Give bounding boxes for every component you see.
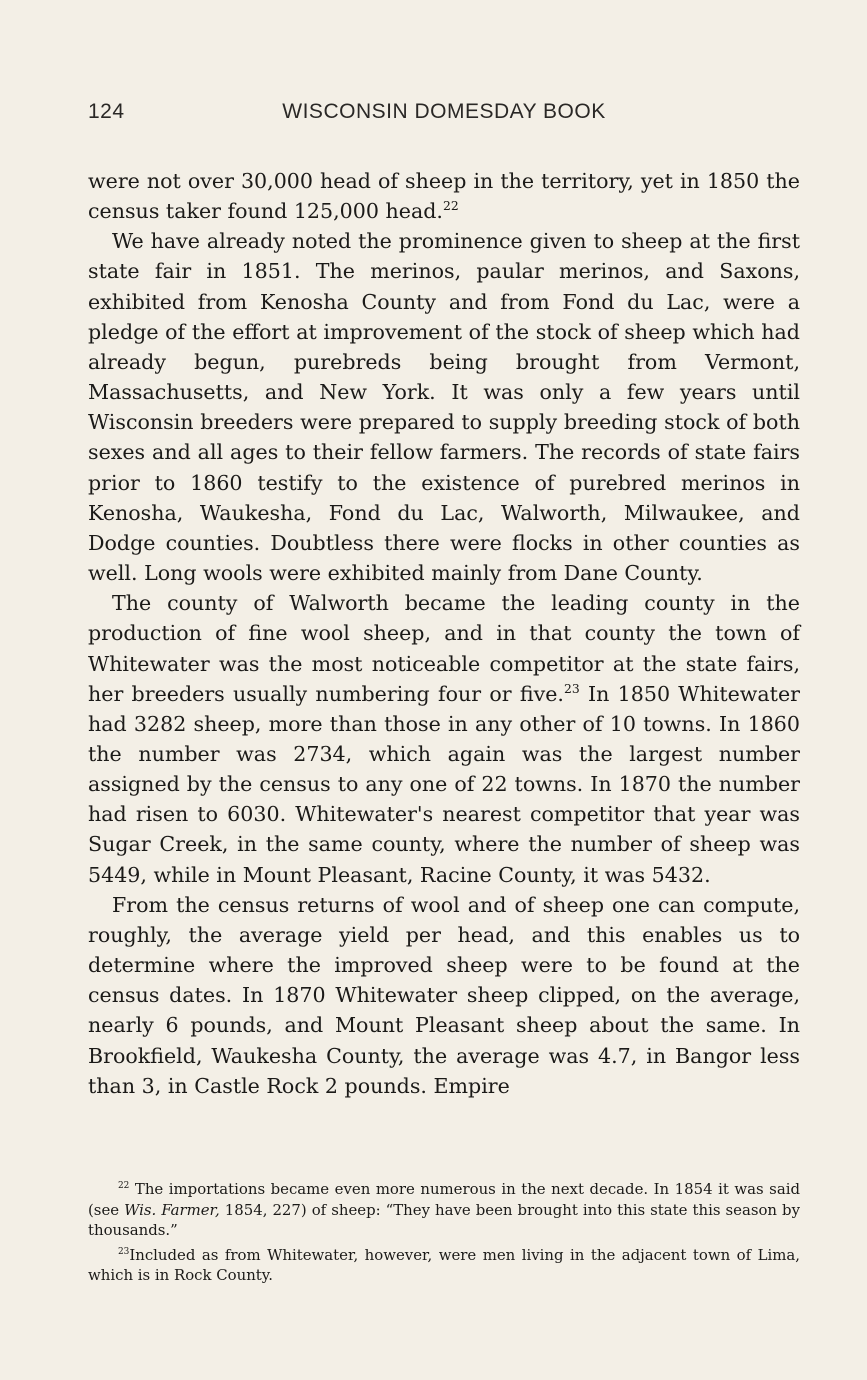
page-header [88, 100, 800, 134]
paragraph-4: From the census returns of wool and of sheep one can compute, roughly, the average yield per head, and this enables us to determine where the improved sheep were to be found at the census dates. In 1870 Whitewater sheep clipped, on the average, nearly 6 pounds, and Mount Pleasant sheep about the same. In Brookfield, Waukesha County, the average was 4.7, in Bangor less than 3, in Castle Rock 2 pounds. Empire [88, 892, 800, 1098]
paragraph-2: We have already noted the prominence given to sheep at the first state fair in 1851. The merinos, paular merinos, and Saxons, exhibited from Kenosha County and from Fond du Lac, were a pledge of the effort at improvement of the stock of sheep which had already begun, purebreds being brought from Vermont, Massachusetts, and New York. It was only a few years until Wisconsin breeders were prepared to supply breeding stock of both sexes and all ages to their fellow farmers. The records of state fairs prior to 1860 testify to the existence of purebred merinos in Kenosha, Waukesha, Fond du Lac, Walworth, Milwaukee, and Dodge counties. Doubtless there were flocks in other counties as well. Long wools were exhibited mainly from Dane County. [88, 229, 800, 586]
footnote-source: Wis. Farmer, [124, 1200, 220, 1219]
paragraph-text: were not over 30,000 head of sheep in the territory, yet in 1850 the census taker found 125,000 head. [88, 169, 800, 224]
paragraph-text: In 1850 Whitewater had 3282 sheep, more than those in any other of 10 towns. In 1860 the number was 2734, which again was the largest number assigned by the census to any one of 22 towns. In 1870 the number had risen to 6030. Whitewater's nearest competitor that year was Sugar Creek, in the same county, where the number of sheep was 5449, while in Mount Pleasant, Racine County, it was 5432. [88, 681, 800, 887]
footnote-text: The importations became even more numerous in the next decade. In 1854 it was said (see [88, 1180, 801, 1219]
footnote-22 [88, 1179, 800, 1241]
footnote-ref-23: 23 [563, 681, 580, 696]
paragraph-text: The county of Walworth became the leading county in the production of fine wool sheep, and in that county the town of Whitewater was the most noticeable competitor at the state fairs, her breeders usually numbering four or five. [88, 591, 800, 706]
footnote-text: Included as from Whitewater, however, were men living in the adjacent town of Lima, which is in Rock County. [88, 1245, 800, 1285]
paragraph-3 [88, 588, 800, 890]
footnotes [88, 1179, 800, 1290]
running-title: WISCONSIN DOMESDAY BOOK [282, 100, 606, 123]
footnote-number: 22 [118, 1181, 130, 1192]
footnote-number: 23 [118, 1246, 130, 1257]
footnote-text: 1854, 227) of sheep: “They have been brought into this state this season by thousands.” [88, 1200, 800, 1240]
body-text [88, 166, 800, 1101]
footnote-ref-22: 22 [442, 199, 459, 214]
page-number: 124 [88, 100, 125, 123]
paragraph-1 [88, 166, 800, 226]
footnote-23 [88, 1245, 800, 1286]
